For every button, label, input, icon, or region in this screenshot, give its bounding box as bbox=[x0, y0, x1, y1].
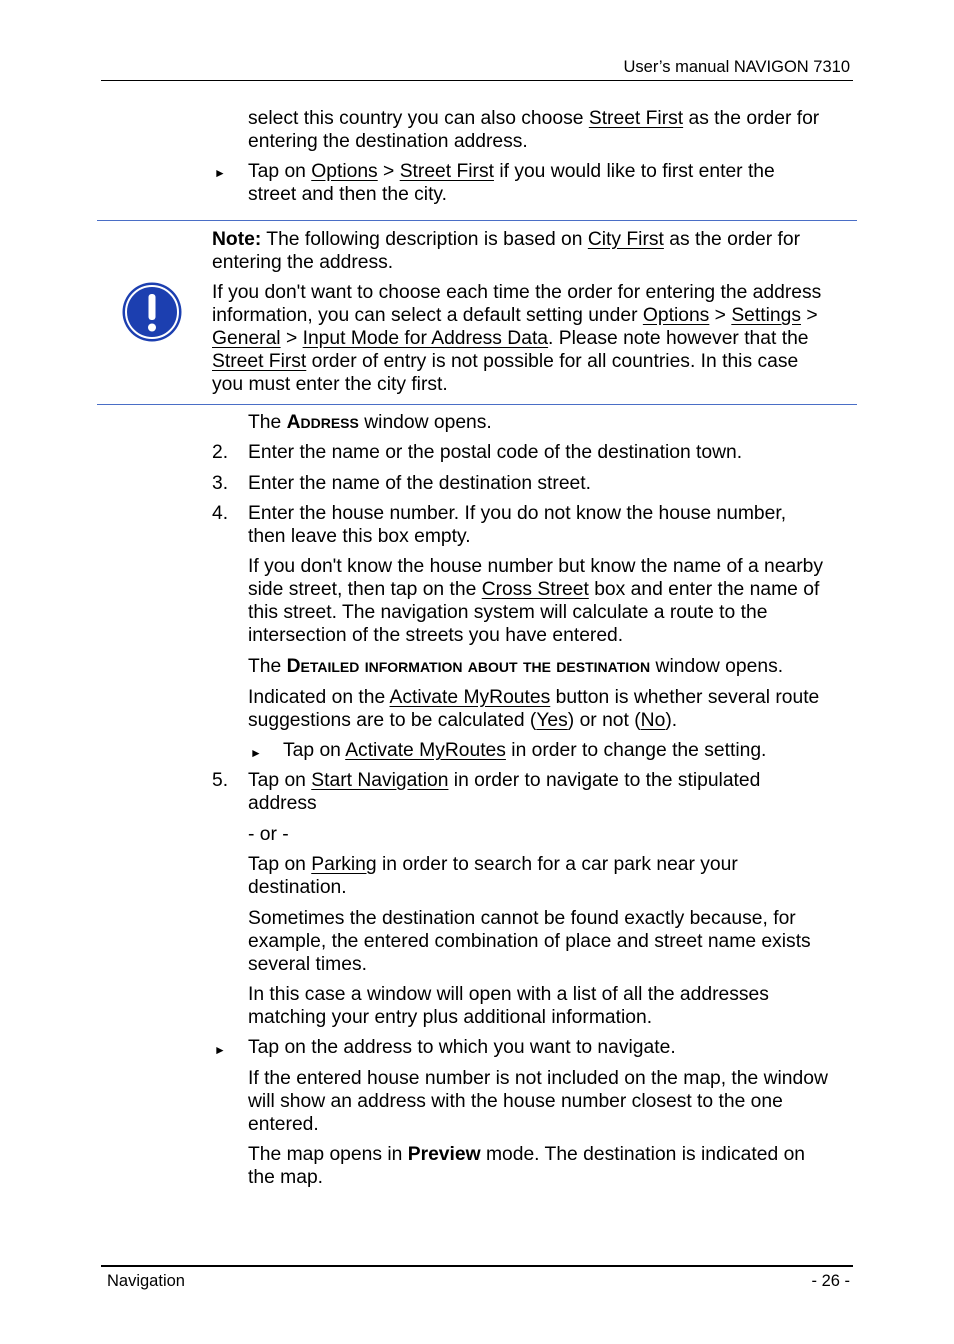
step-4-text: Enter the house number. If you do not know the house number, then leave this box empty. bbox=[248, 503, 787, 547]
footer-rule bbox=[101, 1265, 853, 1267]
step-number: 3. bbox=[212, 473, 229, 494]
bullet-activate-myroutes: Tap on Activate MyRoutes in order to change the setting. bbox=[283, 740, 767, 761]
page-number: - 26 - bbox=[811, 1272, 850, 1290]
step-number: 4. bbox=[212, 503, 229, 524]
cross-street-paragraph: If you don't know the house number but know the name of a nearby side street, then tap on the Cross Street box and enter the name of this street. The navigation system will calculate a route to the intersection of the streets you have entered. bbox=[248, 556, 823, 646]
bullet-options-street-first: Tap on Options > Street First if you would like to first enter the street and then the city. bbox=[248, 161, 775, 205]
step-number: 5. bbox=[212, 770, 229, 791]
preview-paragraph: The map opens in Preview mode. The destination is indicated on the map. bbox=[248, 1144, 806, 1188]
note-top-rule bbox=[97, 220, 857, 221]
step-5-text: Tap on Start Navigation in order to navigate to the stipulated address bbox=[248, 770, 761, 814]
incase-paragraph: In this case a window will open with a list of all the addresses matching your entry plus additional information. bbox=[248, 984, 769, 1028]
note-bottom-rule bbox=[97, 404, 857, 405]
bullet-icon: ► bbox=[214, 1043, 226, 1057]
exclamation-icon bbox=[121, 281, 183, 343]
page-header-title: User’s manual NAVIGON 7310 bbox=[623, 58, 850, 76]
footer-section: Navigation bbox=[107, 1272, 185, 1290]
bullet-tap-address: Tap on the address to which you want to navigate. bbox=[248, 1037, 676, 1058]
paragraph-street-first: select this country you can also choose Street First as the order for entering the destination address. bbox=[248, 108, 820, 152]
header-rule bbox=[101, 80, 853, 81]
address-window-opens: The Address window opens. bbox=[248, 412, 492, 433]
step-3-text: Enter the name of the destination street. bbox=[248, 473, 591, 494]
sometimes-paragraph: Sometimes the destination cannot be found exactly because, for example, the entered combination of place and street name exists several times. bbox=[248, 908, 811, 975]
myroutes-paragraph: Indicated on the Activate MyRoutes button is whether several route suggestions are to be calculated (Yes) or not (No). bbox=[248, 687, 820, 731]
step-2-text: Enter the name or the postal code of the destination town. bbox=[248, 442, 743, 463]
note-text: Note: The following description is based on City First as the order for entering the address. bbox=[212, 229, 800, 273]
note-default-setting: If you don't want to choose each time the order for entering the address information, you can select a default setting under Options > Settings > General > Input Mode for Address Data. Please note however that the Street First order of entry is not possible for all countries. In this case you must enter the city first. bbox=[212, 282, 822, 395]
or-separator: - or - bbox=[248, 824, 289, 845]
house-number-paragraph: If the entered house number is not included on the map, the window will show an address with the house number closest to the one entered. bbox=[248, 1068, 828, 1135]
step-number: 2. bbox=[212, 442, 229, 463]
detail-window-opens: The Detailed information about the destination window opens. bbox=[248, 656, 784, 677]
parking-paragraph: Tap on Parking in order to search for a car park near your destination. bbox=[248, 854, 738, 898]
bullet-icon: ► bbox=[214, 166, 226, 180]
bullet-icon: ► bbox=[250, 746, 262, 760]
